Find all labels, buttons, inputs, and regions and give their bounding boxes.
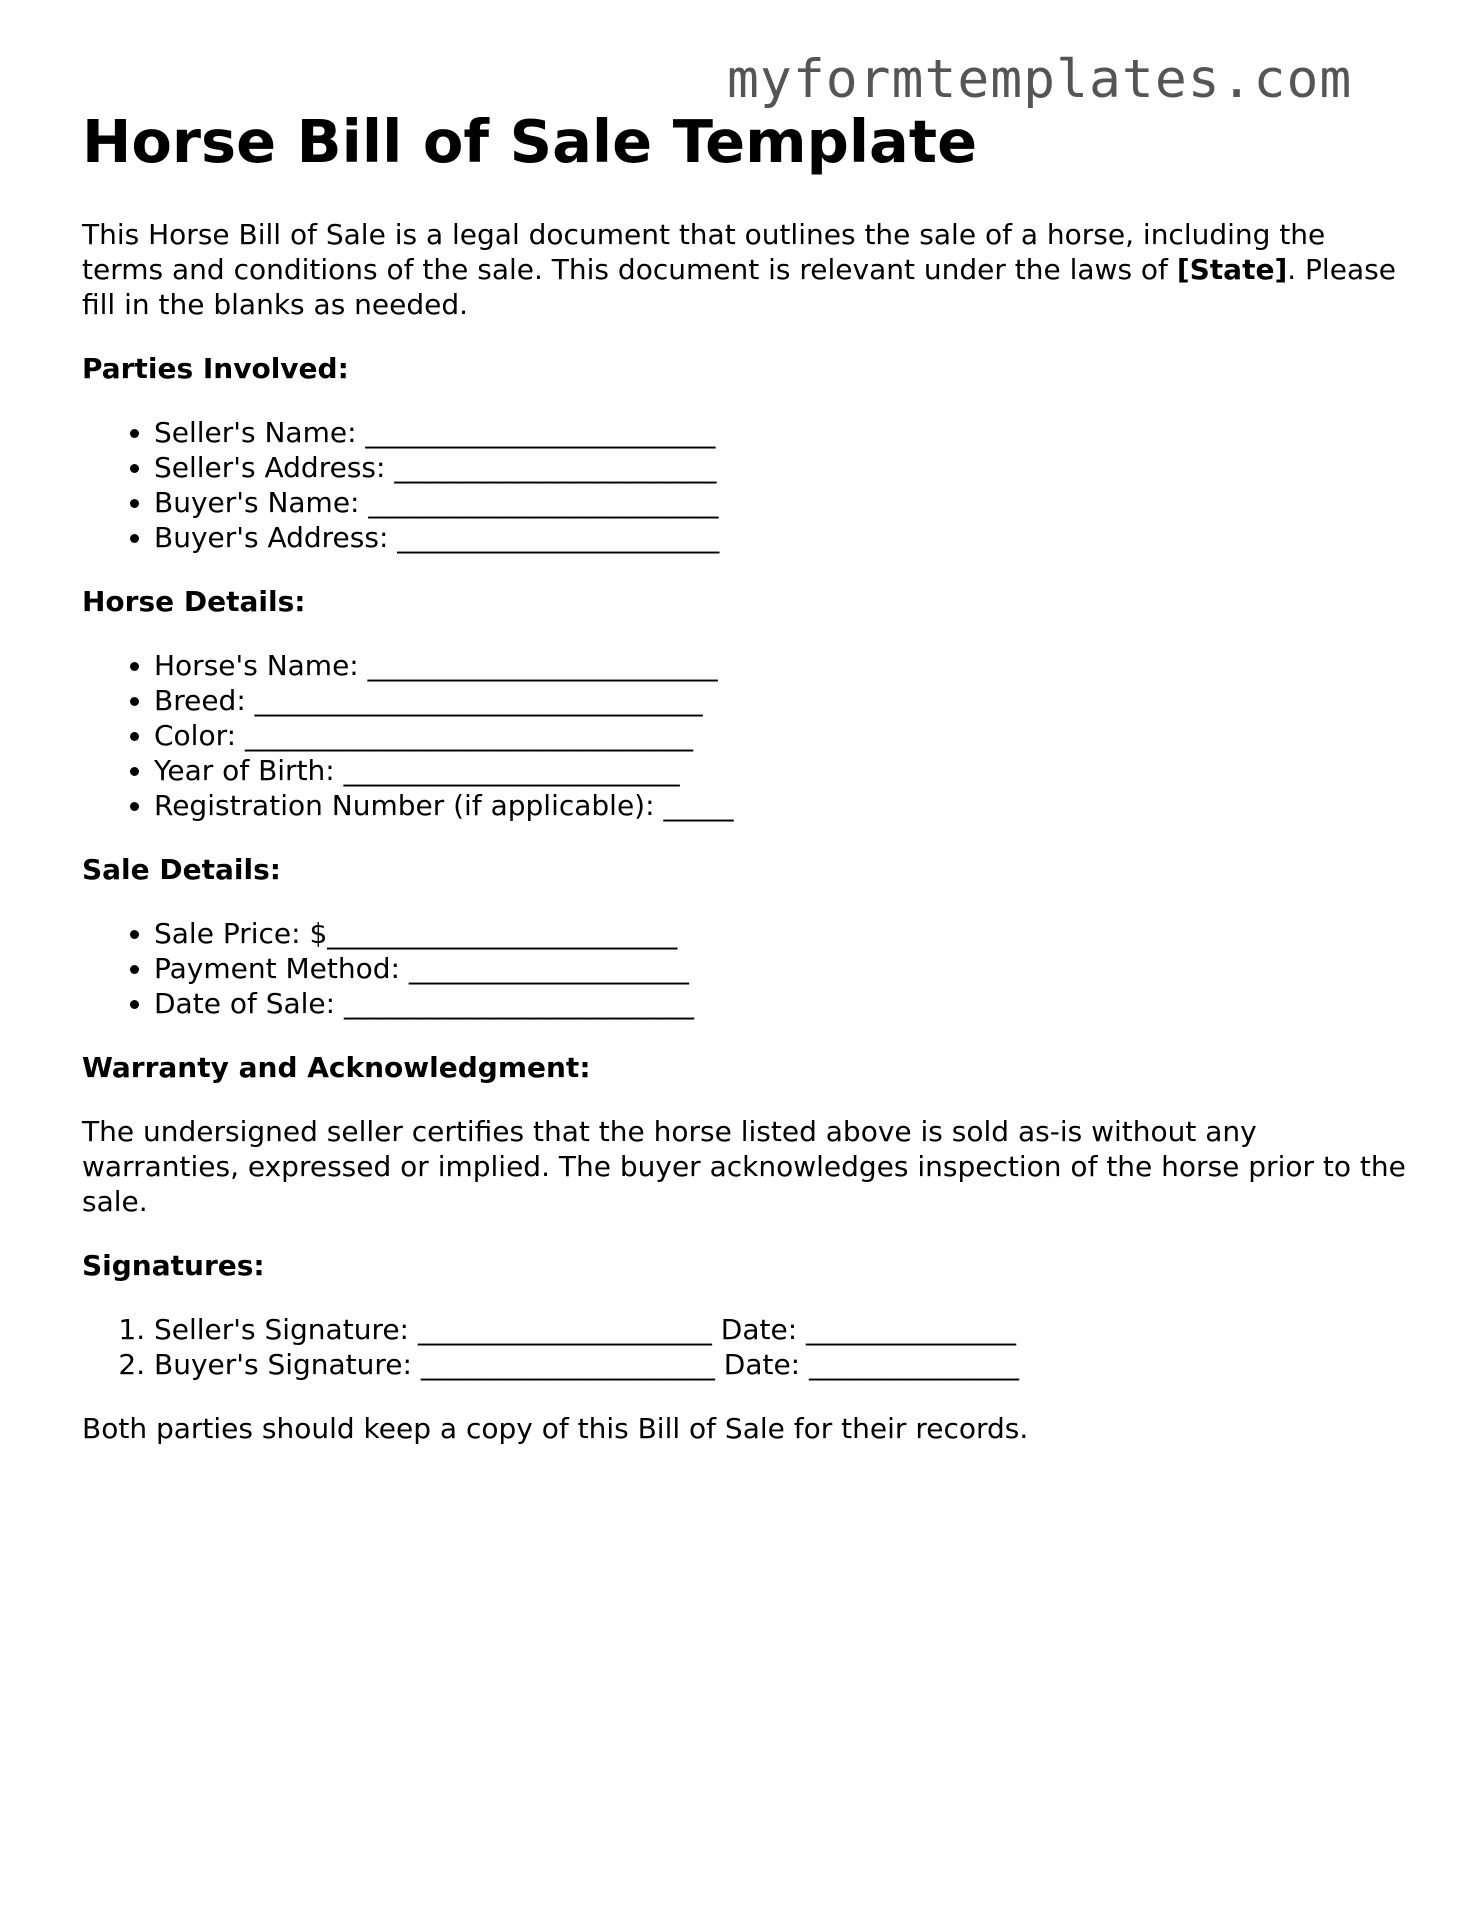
horse-list — [82, 648, 1412, 823]
list-item-sellers-address: • Seller's Address: _______________________ — [154, 450, 1412, 485]
list-item-sale-price: • Sale Price: $_________________________ — [154, 916, 1412, 951]
list-item-buyer-signature: 2. Buyer's Signature: _____________________ Date: _______________ — [154, 1347, 1412, 1382]
footer-note: Both parties should keep a copy of this Bill of Sale for their records. — [82, 1412, 1029, 1445]
parties-list — [82, 415, 1412, 555]
sale-list — [82, 916, 1412, 1021]
list-item-sellers-name: • Seller's Name: _________________________ — [154, 415, 1412, 450]
document-page — [82, 104, 1412, 1446]
list-item-seller-signature: 1. Seller's Signature: _____________________ Date: _______________ — [154, 1312, 1412, 1347]
document-title: Horse Bill of Sale Template — [82, 107, 978, 176]
section-heading-warranty: Warranty and Acknowledgment: — [82, 1051, 591, 1084]
list-item-color: • Color: ________________________________ — [154, 718, 1412, 753]
list-item-breed: • Breed: ________________________________ — [154, 683, 1412, 718]
section-heading-parties: Parties Involved: — [82, 352, 349, 385]
warranty-paragraph: The undersigned seller certifies that the horse listed above is sold as-is without any warranties, expressed or implied. The buyer acknowledges inspection of the horse prior to the sale. — [82, 1115, 1406, 1218]
section-heading-horse: Horse Details: — [82, 585, 306, 618]
list-item-registration-number: • Registration Number (if applicable): _____ — [154, 788, 1412, 823]
intro-paragraph — [82, 217, 1412, 322]
watermark: myformtemplates.com — [727, 49, 1353, 110]
list-item-payment-method: • Payment Method: ____________________ — [154, 951, 1412, 986]
list-item-year-of-birth: • Year of Birth: ________________________ — [154, 753, 1412, 788]
signatures-list — [82, 1312, 1412, 1382]
list-item-horses-name: • Horse's Name: _________________________ — [154, 648, 1412, 683]
intro-text-before: This Horse Bill of Sale is a legal document that outlines the sale of a horse, including the terms and conditions of the sale. This document is relevant under the laws of — [82, 218, 1326, 286]
list-item-buyers-name: • Buyer's Name: _________________________ — [154, 485, 1412, 520]
state-placeholder: [State] — [1176, 253, 1288, 286]
list-item-date-of-sale: • Date of Sale: _________________________ — [154, 986, 1412, 1021]
section-heading-sale: Sale Details: — [82, 853, 281, 886]
section-heading-signatures: Signatures: — [82, 1249, 265, 1282]
intro-text-after: . Please fill in the blanks as needed. — [82, 253, 1396, 321]
list-item-buyers-address: • Buyer's Address: _______________________ — [154, 520, 1412, 555]
